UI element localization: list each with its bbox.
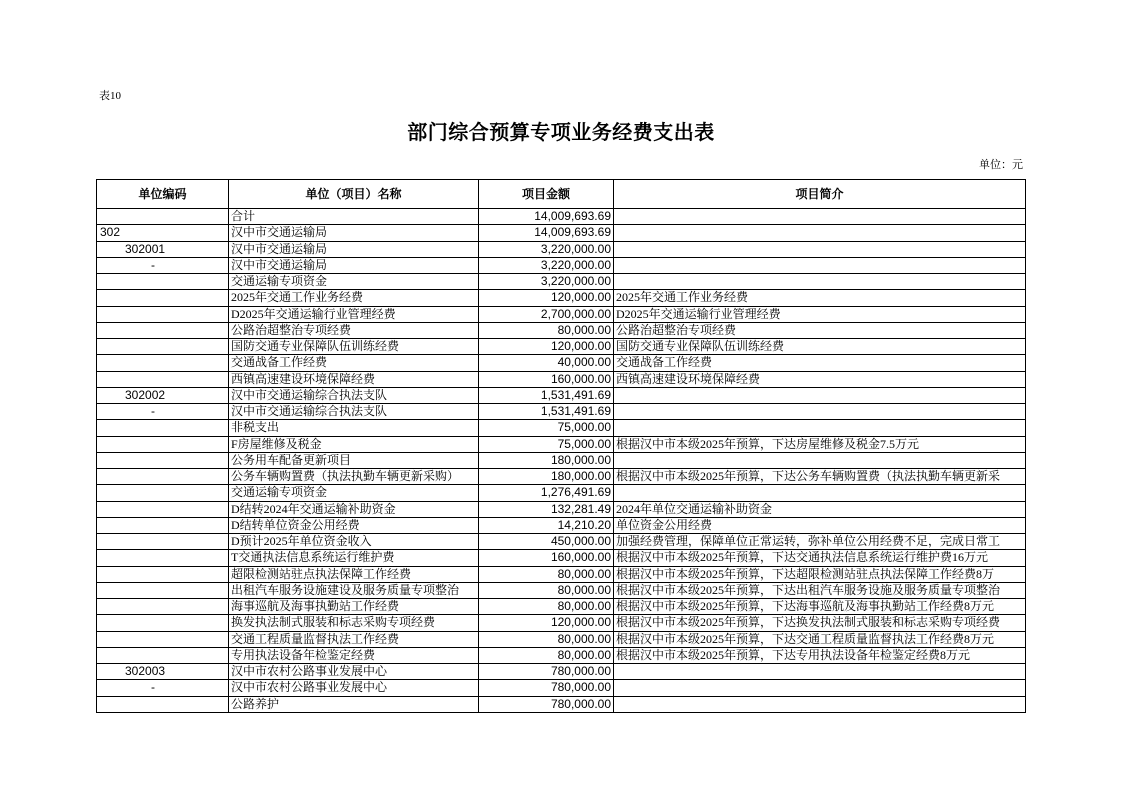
table-row: [97, 534, 1026, 550]
description-cell: [614, 420, 1026, 436]
unit-code-cell: [97, 631, 229, 647]
unit-code-cell: [97, 696, 229, 712]
table-row: [97, 404, 1026, 420]
item-name-cell: D预计2025年单位资金收入: [229, 534, 479, 550]
description-cell: 2024年单位交通运输补助资金: [614, 501, 1026, 517]
item-name-cell: 2025年交通工作业务经费: [229, 290, 479, 306]
table-row: [97, 631, 1026, 647]
table-header: [97, 180, 1026, 209]
description-cell: [614, 664, 1026, 680]
item-name-cell: 汉中市交通运输综合执法支队: [229, 404, 479, 420]
unit-code-cell: [97, 452, 229, 468]
table-body: [97, 209, 1026, 713]
unit-code-cell: 302: [97, 225, 229, 241]
description-cell: 根据汉中市本级2025年预算，下达换发执法制式服装和标志采购专项经费: [614, 615, 1026, 631]
amount-cell: 14,210.20: [479, 517, 614, 533]
unit-code-cell: [97, 420, 229, 436]
header-description: 项目简介: [614, 180, 1026, 209]
unit-code-cell: [97, 371, 229, 387]
table-row: [97, 257, 1026, 273]
item-name-cell: 非税支出: [229, 420, 479, 436]
item-name-cell: 出租汽车服务设施建设及服务质量专项整治: [229, 582, 479, 598]
unit-code-cell: [97, 582, 229, 598]
item-name-cell: 国防交通专业保障队伍训练经费: [229, 339, 479, 355]
amount-cell: 3,220,000.00: [479, 274, 614, 290]
description-cell: 西镇高速建设环境保障经费: [614, 371, 1026, 387]
amount-cell: 2,700,000.00: [479, 306, 614, 322]
description-cell: 根据汉中市本级2025年预算，下达海事巡航及海事执勤站工作经费8万元: [614, 599, 1026, 615]
table-row: [97, 290, 1026, 306]
description-cell: [614, 274, 1026, 290]
amount-cell: 780,000.00: [479, 664, 614, 680]
unit-code-cell: [97, 517, 229, 533]
amount-cell: 14,009,693.69: [479, 225, 614, 241]
table-row: [97, 550, 1026, 566]
amount-cell: 75,000.00: [479, 420, 614, 436]
item-name-cell: 海事巡航及海事执勤站工作经费: [229, 599, 479, 615]
item-name-cell: 汉中市交通运输综合执法支队: [229, 387, 479, 403]
amount-cell: 80,000.00: [479, 647, 614, 663]
amount-cell: 160,000.00: [479, 550, 614, 566]
unit-code-cell: -: [97, 404, 229, 420]
amount-cell: 80,000.00: [479, 631, 614, 647]
amount-cell: 180,000.00: [479, 469, 614, 485]
amount-cell: 1,531,491.69: [479, 404, 614, 420]
item-name-cell: 交通运输专项资金: [229, 485, 479, 501]
item-name-cell: 公务用车配备更新项目: [229, 452, 479, 468]
amount-cell: 75,000.00: [479, 436, 614, 452]
description-cell: 交通战备工作经费: [614, 355, 1026, 371]
unit-code-cell: -: [97, 257, 229, 273]
item-name-cell: 专用执法设备年检鉴定经费: [229, 647, 479, 663]
item-name-cell: 超限检测站驻点执法保障工作经费: [229, 566, 479, 582]
amount-cell: 1,276,491.69: [479, 485, 614, 501]
unit-code-cell: 302001: [97, 241, 229, 257]
unit-code-cell: [97, 322, 229, 338]
unit-code-cell: [97, 485, 229, 501]
table-row: [97, 680, 1026, 696]
description-cell: D2025年交通运输行业管理经费: [614, 306, 1026, 322]
item-name-cell: 公路养护: [229, 696, 479, 712]
item-name-cell: D结转单位资金公用经费: [229, 517, 479, 533]
table-row: [97, 582, 1026, 598]
table-row: [97, 355, 1026, 371]
description-cell: 根据汉中市本级2025年预算，下达超限检测站驻点执法保障工作经费8万: [614, 566, 1026, 582]
amount-cell: 14,009,693.69: [479, 209, 614, 225]
table-row: [97, 322, 1026, 338]
table-row: [97, 599, 1026, 615]
header-unit-code: 单位编码: [97, 180, 229, 209]
amount-cell: 80,000.00: [479, 582, 614, 598]
unit-note: 单位：元: [979, 159, 1023, 171]
amount-cell: 160,000.00: [479, 371, 614, 387]
unit-code-cell: [97, 290, 229, 306]
item-name-cell: 西镇高速建设环境保障经费: [229, 371, 479, 387]
table-row: [97, 436, 1026, 452]
amount-cell: 40,000.00: [479, 355, 614, 371]
unit-code-cell: 302003: [97, 664, 229, 680]
amount-cell: 80,000.00: [479, 322, 614, 338]
item-name-cell: 汉中市农村公路事业发展中心: [229, 664, 479, 680]
amount-cell: 80,000.00: [479, 599, 614, 615]
amount-cell: 3,220,000.00: [479, 257, 614, 273]
table-row: [97, 225, 1026, 241]
table-row: [97, 241, 1026, 257]
item-name-cell: D结转2024年交通运输补助资金: [229, 501, 479, 517]
description-cell: 根据汉中市本级2025年预算，下达专用执法设备年检鉴定经费8万元: [614, 647, 1026, 663]
item-name-cell: 交通运输专项资金: [229, 274, 479, 290]
description-cell: [614, 387, 1026, 403]
amount-cell: 120,000.00: [479, 290, 614, 306]
table-row: [97, 420, 1026, 436]
description-cell: [614, 452, 1026, 468]
amount-cell: 3,220,000.00: [479, 241, 614, 257]
description-cell: 根据汉中市本级2025年预算，下达出租汽车服务设施及服务质量专项整治: [614, 582, 1026, 598]
amount-cell: 180,000.00: [479, 452, 614, 468]
table-row: [97, 664, 1026, 680]
description-cell: [614, 225, 1026, 241]
description-cell: [614, 696, 1026, 712]
unit-code-cell: [97, 355, 229, 371]
amount-cell: 120,000.00: [479, 615, 614, 631]
description-cell: 根据汉中市本级2025年预算，下达交通工程质量监督执法工作经费8万元: [614, 631, 1026, 647]
table-row: [97, 371, 1026, 387]
unit-code-cell: [97, 274, 229, 290]
amount-cell: 450,000.00: [479, 534, 614, 550]
unit-code-cell: [97, 306, 229, 322]
table-row: [97, 501, 1026, 517]
item-name-cell: 公务车辆购置费（执法执勤车辆更新采购）: [229, 469, 479, 485]
table-row: [97, 696, 1026, 712]
item-name-cell: 公路治超整治专项经费: [229, 322, 479, 338]
item-name-cell: 汉中市交通运输局: [229, 225, 479, 241]
item-name-cell: 汉中市交通运输局: [229, 257, 479, 273]
amount-cell: 780,000.00: [479, 680, 614, 696]
table-row: [97, 387, 1026, 403]
description-cell: [614, 680, 1026, 696]
table-row: [97, 615, 1026, 631]
amount-cell: 780,000.00: [479, 696, 614, 712]
table-row: [97, 339, 1026, 355]
table-row: [97, 485, 1026, 501]
description-cell: 2025年交通工作业务经费: [614, 290, 1026, 306]
table-row: [97, 209, 1026, 225]
unit-code-cell: [97, 436, 229, 452]
unit-code-cell: [97, 534, 229, 550]
amount-cell: 80,000.00: [479, 566, 614, 582]
item-name-cell: 交通战备工作经费: [229, 355, 479, 371]
unit-code-cell: [97, 209, 229, 225]
table-row: [97, 647, 1026, 663]
item-name-cell: 合计: [229, 209, 479, 225]
table-number-label: 表10: [99, 90, 121, 102]
description-cell: 公路治超整治专项经费: [614, 322, 1026, 338]
amount-cell: 132,281.49: [479, 501, 614, 517]
table-row: [97, 469, 1026, 485]
header-amount: 项目金额: [479, 180, 614, 209]
unit-code-cell: [97, 647, 229, 663]
table-row: [97, 566, 1026, 582]
header-row: [97, 180, 1026, 209]
table-row: [97, 452, 1026, 468]
description-cell: [614, 404, 1026, 420]
description-cell: 单位资金公用经费: [614, 517, 1026, 533]
unit-code-cell: [97, 615, 229, 631]
description-cell: [614, 257, 1026, 273]
description-cell: 根据汉中市本级2025年预算，下达交通执法信息系统运行维护费16万元: [614, 550, 1026, 566]
unit-code-cell: [97, 339, 229, 355]
description-cell: [614, 209, 1026, 225]
description-cell: 根据汉中市本级2025年预算，下达房屋维修及税金7.5万元: [614, 436, 1026, 452]
unit-code-cell: [97, 566, 229, 582]
page-title: 部门综合预算专项业务经费支出表: [407, 122, 715, 144]
description-cell: [614, 241, 1026, 257]
table-row: [97, 274, 1026, 290]
header-item-name: 单位（项目）名称: [229, 180, 479, 209]
item-name-cell: 交通工程质量监督执法工作经费: [229, 631, 479, 647]
description-cell: [614, 485, 1026, 501]
item-name-cell: 汉中市农村公路事业发展中心: [229, 680, 479, 696]
description-cell: 国防交通专业保障队伍训练经费: [614, 339, 1026, 355]
budget-table: [96, 179, 1026, 713]
description-cell: 加强经费管理，保障单位正常运转，弥补单位公用经费不足，完成日常工: [614, 534, 1026, 550]
item-name-cell: D2025年交通运输行业管理经费: [229, 306, 479, 322]
description-cell: 根据汉中市本级2025年预算，下达公务车辆购置费（执法执勤车辆更新采: [614, 469, 1026, 485]
item-name-cell: F房屋维修及税金: [229, 436, 479, 452]
item-name-cell: T交通执法信息系统运行维护费: [229, 550, 479, 566]
unit-code-cell: [97, 469, 229, 485]
unit-code-cell: 302002: [97, 387, 229, 403]
table-row: [97, 306, 1026, 322]
amount-cell: 1,531,491.69: [479, 387, 614, 403]
table-row: [97, 517, 1026, 533]
item-name-cell: 汉中市交通运输局: [229, 241, 479, 257]
item-name-cell: 换发执法制式服装和标志采购专项经费: [229, 615, 479, 631]
unit-code-cell: [97, 501, 229, 517]
unit-code-cell: -: [97, 680, 229, 696]
unit-code-cell: [97, 599, 229, 615]
unit-code-cell: [97, 550, 229, 566]
amount-cell: 120,000.00: [479, 339, 614, 355]
